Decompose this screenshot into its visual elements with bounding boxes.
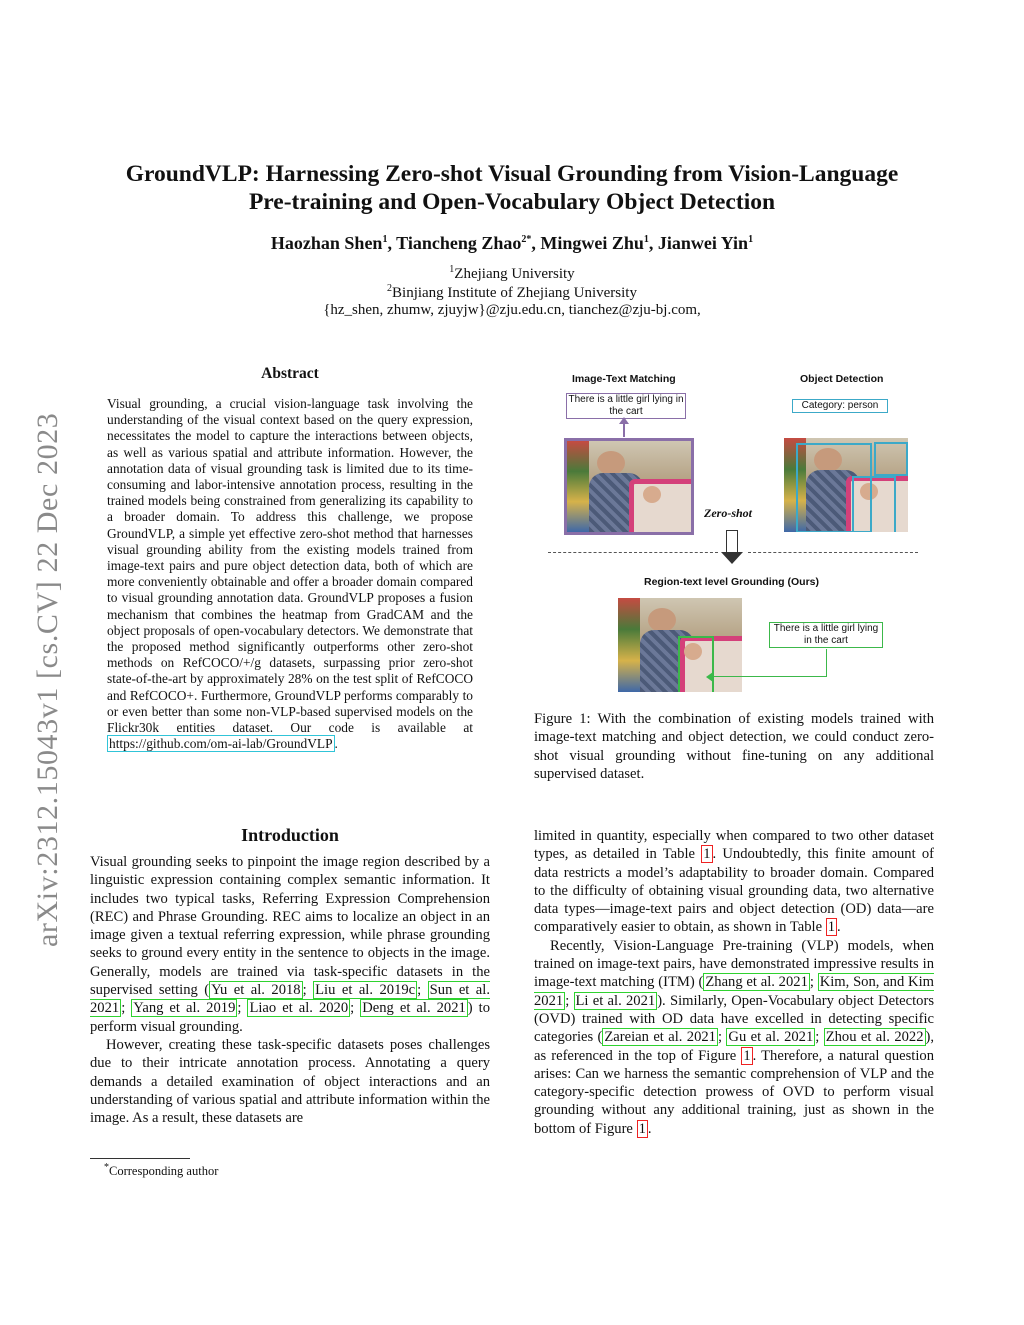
affiliation-text: Binjiang Institute of Zhejiang University: [392, 285, 637, 301]
citation-separator: ;: [717, 1029, 727, 1046]
citation-separator: ;: [302, 982, 314, 999]
abstract-text: Visual grounding, a crucial vision-language task involving the understanding of the visual context based on the query expression, necessitates the model to capture the interactions between objects, as well as various spatial and attribute information. However, the annotation data of visual grounding task is limited due to its time-consuming and labor-intensive annotation process, resulting in the trained models being constrained from generalizing its capability to a broader domain. To address this challenge, we propose GroundVLP, a simple yet effective zero-shot method that harnesses visual grounding ability from the existing models trained from image-text pairs and pure object detection data, both of which are more conveniently obtainable and offer a broader domain compared to visual grounding annotation data. GroundVLP proposes a fusion mechanism that combines the heatmap from GradCAM and the object proposals of open-vocabulary detectors. We demonstrate that the proposed method significantly outperforms other zero-shot methods on RefCOCO/+/g datasets, surpassing prior zero-shot state-of-the-art by approximately 28% on the test split of RefCOCO and RefCOCO+. Furthermore, GroundVLP performs comparably to or even better than some non-VLP-based supervised models on the Flickr30k entities dataset. Our code is available at: [107, 396, 473, 736]
citation-separator: ;: [417, 982, 428, 999]
detection-box-person: [874, 442, 908, 476]
citation-link[interactable]: Yang et al. 2019: [133, 1000, 236, 1017]
affiliation-1: [90, 264, 934, 283]
intro-text: . Therefore, a natural question arises: Can we harness the semantic comprehension of VLP and the category-specific detection prowess of OVD to perform visual grounding without any additional training, just as shown in the bottom of Figure: [534, 1047, 934, 1137]
citation-link[interactable]: Li et al. 2021: [575, 992, 656, 1009]
title-line-2: Pre-training and Open-Vocabulary Object Detection: [248, 189, 776, 215]
intro-paragraph-1: [90, 853, 490, 1036]
citation-link[interactable]: Gu et al. 2021: [728, 1029, 814, 1046]
affiliation-text: Zhejiang University: [454, 266, 575, 282]
citation-separator: ;: [565, 992, 574, 1009]
detection-box-girl: [852, 476, 896, 532]
intro-text: ) to perform visual grounding.: [90, 1000, 491, 1035]
label-region-grounding: Region-text level Grounding (Ours): [644, 576, 820, 588]
itm-photo: [564, 438, 694, 535]
citation-link[interactable]: Kim, Son, and Kim 2021: [534, 974, 934, 1009]
caption-box-bottom: There is a little girl lying in the cart: [769, 622, 883, 648]
citation-separator: ;: [809, 974, 818, 991]
intro-text: . Undoubtedly, this finite amount of data restricts a model’s adaptability to broader domain. Compared to the difficulty of obtaining visual grounding data, two alternative data types—image-text pairs and object detection (OD) data—are comparatively easier to obtain, as shown in Table: [534, 846, 934, 936]
divider-right: [748, 552, 918, 553]
intro-text: ). Similarly, Open-Vocabulary object Detectors (OVD) trained with OD data have excelled in detecting specific categories (: [534, 992, 935, 1046]
affiliation-mark: 2: [387, 283, 393, 294]
intro-text: ), as referenced in the top of Figure: [534, 1029, 935, 1064]
title-line-1: GroundVLP: Harnessing Zero-shot Visual Grounding from Vision-Language: [125, 161, 899, 187]
connector-vertical: [826, 649, 827, 677]
intro-text: .: [647, 1120, 652, 1137]
author-mark: 1: [643, 234, 649, 245]
footnote-mark: *: [104, 1162, 109, 1173]
footnote-text: Corresponding author: [109, 1164, 219, 1179]
author-name: Mingwei Zhu: [540, 233, 644, 253]
figure-ref-link[interactable]: 1: [638, 1120, 646, 1137]
abstract-end: .: [334, 736, 338, 752]
citation-separator: ;: [237, 1000, 248, 1017]
arxiv-identifier: arXiv:2312.15043v1 [cs.CV] 22 Dec 2023: [31, 412, 64, 947]
figure-ref-link[interactable]: 1: [743, 1047, 751, 1064]
citation-separator: ;: [350, 1000, 361, 1017]
citation-link[interactable]: Zhou et al. 2022: [825, 1029, 924, 1046]
arrow-down-icon: [721, 552, 743, 564]
author-mark: 1: [748, 234, 754, 245]
citation-link[interactable]: Zhang et al. 2021: [705, 974, 808, 991]
intro-text: limited in quantity, especially when compared to two other dataset types, as detailed in Table: [534, 828, 934, 863]
intro-paragraph-3: [534, 827, 934, 937]
introduction-heading: Introduction: [241, 825, 339, 845]
shelf-left: [567, 441, 589, 532]
citation-link[interactable]: Sun et al. 2021: [90, 982, 490, 1017]
table-ref-link[interactable]: 1: [703, 846, 711, 863]
citation-link[interactable]: Deng et al. 2021: [362, 1000, 466, 1017]
intro-text: .: [837, 919, 841, 936]
man-head: [597, 451, 625, 475]
girl-head: [643, 486, 661, 503]
author-mark: 1: [382, 234, 388, 245]
arrow-left-icon: [706, 672, 713, 682]
figure-1-caption: Figure 1: With the combination of existing models trained with image-text matching and object detection, we could conduct zero-shot visual grounding without fine-tuning on any additional supervised dataset.: [534, 711, 934, 782]
citation-separator: ;: [121, 1000, 132, 1017]
intro-left-column: [90, 853, 490, 1127]
category-box: Category: person: [792, 399, 888, 413]
od-photo: [784, 438, 908, 532]
abstract-heading: Abstract: [261, 365, 319, 382]
footnote: [104, 1162, 218, 1179]
arrow-up-icon: [619, 417, 629, 424]
citation-link[interactable]: Liao et al. 2020: [249, 1000, 349, 1017]
intro-paragraph-4: [534, 937, 934, 1138]
intro-paragraph-2: However, creating these task-specific datasets poses challenges due to their intricate annotation process. Annotating a query demands a detailed examination of object interactions and an understanding of various spatial and attribute information within the image. As a result, these datasets are: [90, 1036, 490, 1127]
author-emails: {hz_shen, zhumw, zjuyjw}@zju.edu.cn, tianchez@zju-bj.com,: [323, 302, 701, 318]
citation-separator: ;: [815, 1029, 824, 1046]
paper-title: [90, 160, 934, 216]
figure-1: [534, 366, 934, 696]
affiliation-2: [90, 283, 934, 302]
citation-link[interactable]: Yu et al. 2018: [211, 982, 301, 999]
abstract-body: [107, 396, 473, 752]
shelf-left: [618, 598, 640, 692]
connector-horizontal: [712, 676, 827, 677]
label-object-detection: Object Detection: [800, 373, 884, 385]
citation-link[interactable]: Zareian et al. 2021: [604, 1029, 716, 1046]
divider-left: [548, 552, 718, 553]
author-name: Haozhan Shen: [270, 233, 383, 253]
label-image-text-matching: Image-Text Matching: [572, 373, 676, 385]
caption-box-top: There is a little girl lying in the cart: [566, 393, 686, 419]
author-name: Tiancheng Zhao: [396, 233, 522, 253]
intro-text: Recently, Vision-Language Pre-training (VLP) models, when trained on image-text pairs, have demonstrated impressive results in image-text matching (ITM) (: [534, 937, 934, 991]
table-ref-link[interactable]: 1: [827, 919, 836, 936]
footnote-rule: [90, 1158, 190, 1159]
grounding-box-girl: [678, 636, 714, 692]
man-head: [648, 608, 676, 632]
arrow-down-shaft: [726, 530, 738, 553]
citation-link[interactable]: Liu et al. 2019c: [315, 982, 416, 999]
affiliation-mark: 1: [449, 264, 455, 275]
author-mark: 2*: [521, 234, 532, 245]
intro-text: Visual grounding seeks to pinpoint the image region described by a linguistic expression containing complex semantic information. It includes two typical tasks, Referring Expression Comprehension (REC) and Phrase Grounding. REC aims to localize an object in an image given a textual referring expression, while phrase grounding seeks to ground every entity in the sentence to objects in the image. Generally, models are trained via task-specific datasets in the supervised setting (: [90, 854, 490, 999]
zero-shot-label: Zero-shot: [704, 506, 752, 520]
code-url-link[interactable]: https://github.com/om-ai-lab/GroundVLP: [109, 736, 333, 752]
ours-photo: [618, 598, 742, 692]
author-list: Haozhan Shen$^1$, Tiancheng Zhao$^{2*}$, Mingwei Zhu$^1$, Jianwei Yin$^1$: [270, 233, 754, 253]
author-name: Jianwei Yin: [657, 233, 749, 253]
intro-right-column: [534, 827, 934, 1138]
shopping-cart: [629, 479, 694, 535]
